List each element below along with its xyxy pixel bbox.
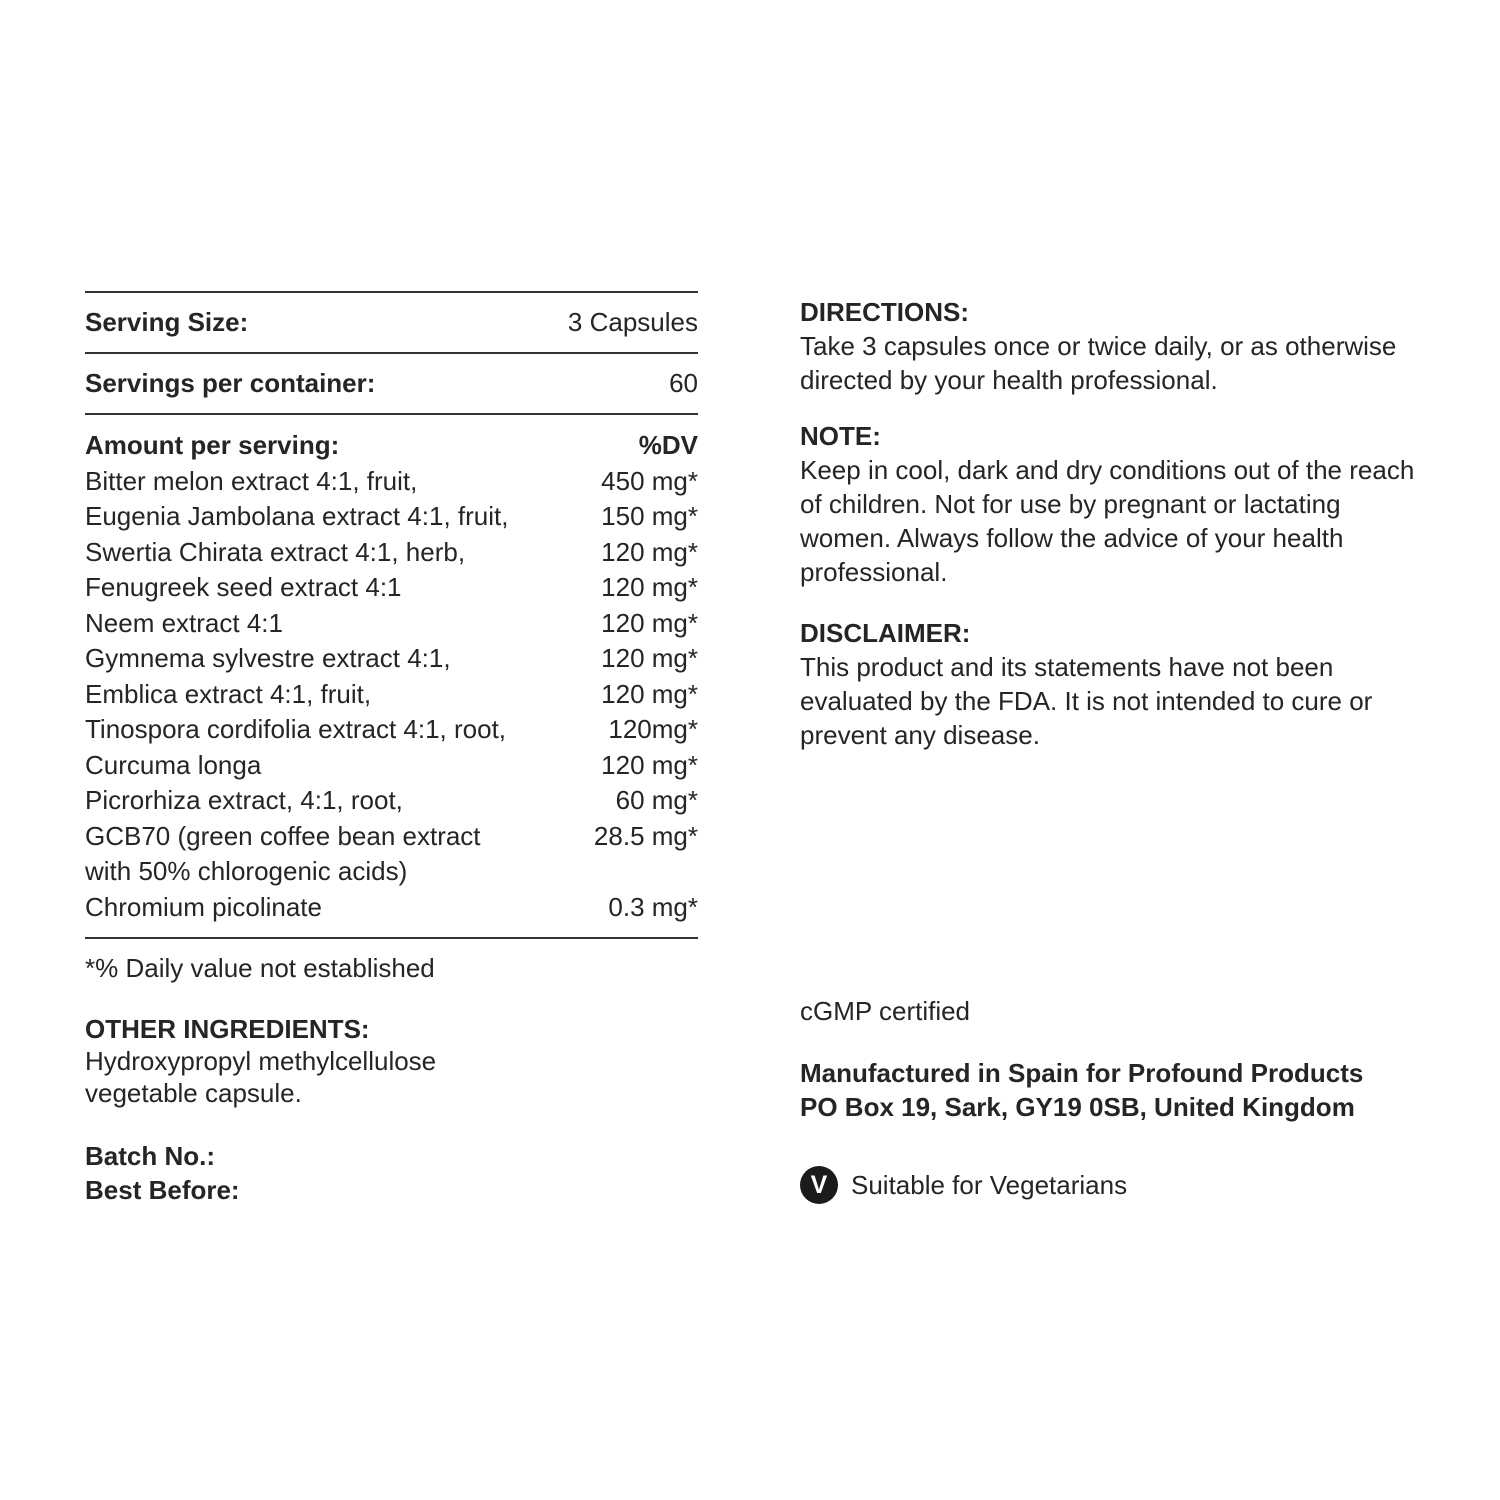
ingredient-row [85, 641, 698, 677]
ingredient-name: Bitter melon extract 4:1, fruit, [85, 465, 418, 496]
ingredient-amount: 120 mg* [601, 536, 698, 567]
ingredient-amount: 120 mg* [601, 572, 698, 602]
ingredient-row [85, 535, 698, 571]
ingredient-name: Gymnema sylvestre extract 4:1, [85, 643, 451, 673]
other-ingredients-line2: vegetable capsule. [85, 1077, 302, 1108]
ingredient-name: Swertia Chirata extract 4:1, herb, [85, 536, 466, 567]
ingredient-name: Fenugreek seed extract 4:1 [85, 572, 402, 602]
ingredient-amount: 120 mg* [601, 607, 698, 638]
note-body: Keep in cool, dark and dry conditions out of the reach of children. Not for use by pregnant or lactating women. Always follow the advice of your health professional. [800, 455, 1415, 587]
vegetarian-text: Suitable for Vegetarians [851, 1170, 1128, 1200]
ingredient-row [85, 783, 698, 819]
ingredient-row [85, 464, 698, 500]
vegetarian-icon: V [800, 1166, 838, 1204]
ingredient-amount: 0.3 mg* [608, 891, 698, 922]
amount-label: Amount per serving: [85, 430, 340, 460]
disclaimer-body: This product and its statements have not been evaluated by the FDA. It is not intended to cure or prevent any disease. [800, 652, 1373, 750]
servings-per-container-row [85, 354, 698, 413]
manufacturer-line2: PO Box 19, Sark, GY19 0SB, United Kingdom [800, 1092, 1355, 1122]
ingredient-name: Tinospora cordifolia extract 4:1, root, [85, 714, 507, 744]
ingredient-name: Chromium picolinate [85, 891, 322, 922]
cgmp-certified-text: cGMP certified [800, 996, 971, 1026]
ingredient-amount: 120 mg* [601, 749, 698, 780]
ingredient-amount: 60 mg* [615, 785, 698, 815]
ingredient-amount: 120 mg* [601, 678, 698, 709]
ingredient-row [85, 570, 698, 606]
serving-size-value: 3 Capsules [567, 307, 698, 337]
ingredient-row [85, 819, 698, 890]
ingredient-name: Picrorhiza extract, 4:1, root, [85, 785, 403, 815]
ingredient-amount: 28.5 mg* [593, 820, 698, 851]
directions-body: Take 3 capsules once or twice daily, or as otherwise directed by your health professional. [800, 331, 1397, 395]
ingredient-row [85, 748, 698, 784]
batch-section [85, 1139, 698, 1207]
ingredient-row [85, 606, 698, 642]
info-panel [800, 0, 1425, 1204]
vegetarian-section [800, 1166, 1425, 1204]
ingredient-name: Eugenia Jambolana extract 4:1, fruit, [85, 501, 509, 531]
manufacturer-section [800, 1056, 1425, 1124]
other-ingredients-line1: Hydroxypropyl methylcellulose [85, 1045, 437, 1076]
note-heading: NOTE: [800, 421, 881, 451]
servings-value: 60 [669, 368, 698, 398]
ingredient-amount: 450 mg* [601, 465, 698, 496]
amount-per-serving-header [85, 415, 698, 464]
ingredient-row [85, 677, 698, 713]
ingredient-row [85, 890, 698, 926]
ingredient-name: Emblica extract 4:1, fruit, [85, 678, 372, 709]
other-ingredients-heading: OTHER INGREDIENTS: [85, 1013, 370, 1044]
dv-label: %DV [638, 430, 698, 460]
disclaimer-section [800, 616, 1425, 752]
manufacturer-line1: Manufactured in Spain for Profound Products [800, 1058, 1364, 1088]
ingredient-row [85, 499, 698, 535]
directions-heading: DIRECTIONS: [800, 297, 969, 327]
serving-size-label: Serving Size: [85, 307, 249, 337]
servings-label: Servings per container: [85, 368, 376, 398]
best-before-label: Best Before: [85, 1174, 240, 1205]
ingredient-name: Curcuma longa [85, 749, 262, 780]
ingredient-name: Neem extract 4:1 [85, 607, 283, 638]
ingredient-amount: 150 mg* [601, 501, 698, 531]
ingredient-name-line1: GCB70 (green coffee bean extract [85, 820, 481, 851]
batch-no-label: Batch No.: [85, 1140, 215, 1171]
ingredient-name [85, 819, 481, 890]
disclaimer-heading: DISCLAIMER: [800, 618, 971, 648]
ingredient-amount: 120mg* [608, 714, 698, 744]
ingredient-row [85, 712, 698, 748]
supplement-facts-panel [85, 0, 698, 1207]
ingredient-amount: 120 mg* [601, 643, 698, 673]
ingredient-name-line2: with 50% chlorogenic acids) [85, 856, 408, 886]
note-section [800, 419, 1425, 589]
directions-section [800, 295, 1425, 397]
other-ingredients-section [85, 1013, 698, 1109]
dv-footnote: *% Daily value not established [85, 953, 435, 983]
serving-size-row [85, 293, 698, 352]
